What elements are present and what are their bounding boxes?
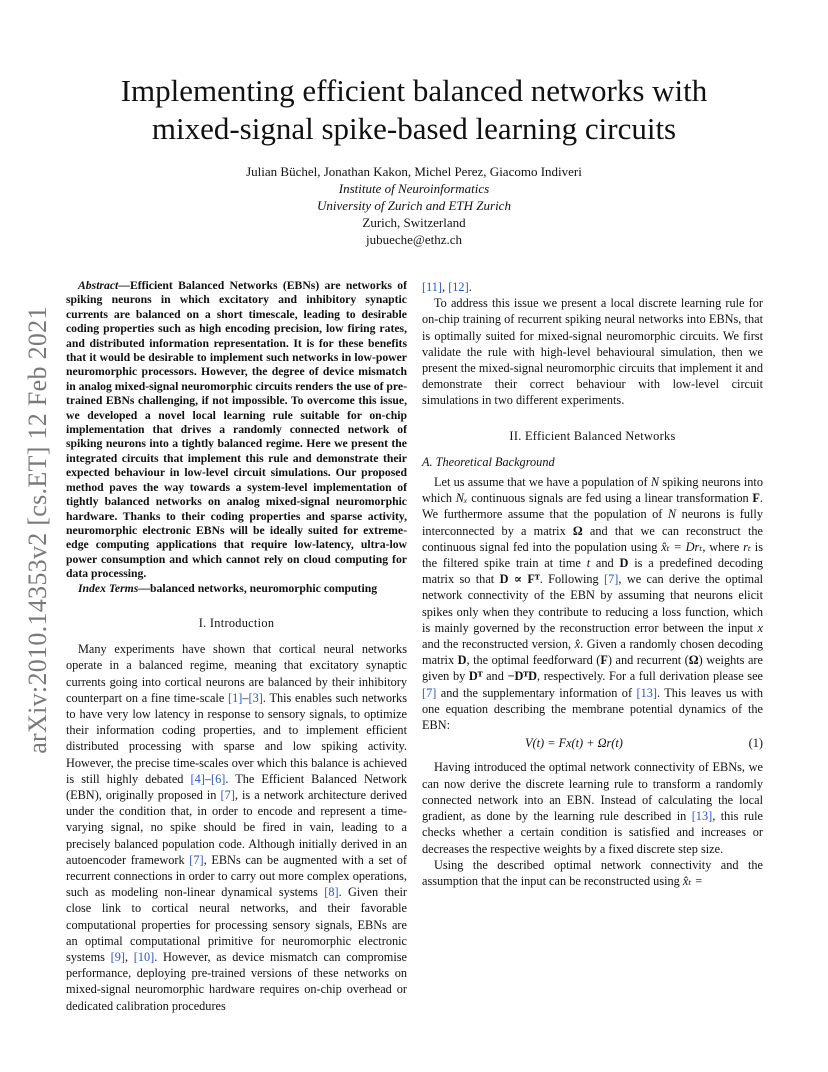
affiliation-location: Zurich, Switzerland: [362, 215, 466, 230]
paper-title: [60, 72, 768, 148]
citation-link[interactable]: [7]: [189, 852, 204, 867]
citation-link[interactable]: [10]: [133, 950, 155, 964]
citation-link[interactable]: [11]: [422, 280, 443, 294]
affiliation-institute: Institute of Neuroinformatics: [338, 181, 490, 196]
right-column: [422, 279, 763, 889]
citation-link[interactable]: [7]: [604, 572, 619, 587]
background-paragraph-1: Let us assume that we have a population of N spiking neurons into which Nₓ continuous signals are fed using a linear transformation F. We furthermore assume that the population of N neurons is fully interconnected by a matrix Ω and that we can reconstruct the continuous signal fed into the population using x̂ₜ = Drₜ, where rₜ is the filtered spike train at time t and D is a predefined decoding matrix so that D ∝ Fᵀ. Following [7], we can derive the optimal network connectivity of the EBN by assuming that neurons elicit spikes only when they contribute to reducing a loss function, which is mainly governed by the reconstruction error between the input x and the reconstructed version, x̂. Given a randomly chosen decoding matrix D, the optimal feedforward (F) and recurrent (Ω) weights are given by Dᵀ and −DᵀD, respectively. For a full derivation please see [7] and the supplementary information of [13]. This leaves us with one equation describing the membrane potential dynamics of the EBN:: [422, 475, 764, 733]
citation-link[interactable]: [6]: [210, 771, 226, 786]
citation-link[interactable]: [1]: [228, 690, 243, 705]
title-line-1: Implementing efficient balanced networks with: [120, 73, 708, 108]
citation-link[interactable]: [7]: [220, 787, 235, 802]
intro-paragraph-1: Many experiments have shown that cortical neural networks operate in a balanced regime, meaning that excitatory synaptic currents going into cortical neurons are balanced by their inhibitory counterpart on a fine time-scale [1]–[3]. This enables such networks to have very low latency in response to sensory signals, to optimize their information coding properties, and to implement efficient distributed processing with sparse and low spiking activity. However, the precise time-scales over which this balance is achieved is still highly debated [4]–[6]. The Efficient Balanced Network (EBN), originally proposed in [7], is a network architecture derived under the condition that, in order to encode and represent a time-varying signal, no spike should be fired in vain, leading to a precisely balanced population code. Although initially derived in an autoencoder framework [7], EBNs can be augmented with a set of recurrent connections in order to carry out more complex operations, such as modeling non-linear dynamical systems [8]. Given their close link to cortical neural networks, and their favorable computational properties for processing sensory signals, EBNs are an optimal computational primitive for neuromorphic electronic systems [9], [10]. However, as device mismatch can compromise performance, deploying pre-trained versions of these networks on mixed-signal neuromorphic hardware requires on-chip overhead or dedicated calibration procedures: [66, 642, 408, 1013]
citation-link[interactable]: [12]: [448, 280, 469, 294]
citation-link[interactable]: [7]: [422, 685, 437, 700]
section-heading-efficient-balanced-networks: II. Efficient Balanced Networks: [509, 428, 676, 443]
subsection-heading-theoretical-background: A. Theoretical Background: [422, 454, 555, 469]
background-paragraph-3: Using the described optimal network connectivity and the assumption that the input can be reconstructed using x̂ₜ =: [422, 857, 763, 888]
author-names: Julian Büchel, Jonathan Kakon, Michel Perez, Giacomo Indiveri: [246, 164, 582, 179]
index-terms: [66, 582, 407, 596]
citation-link[interactable]: [13]: [691, 809, 713, 824]
arxiv-identifier: arXiv:2010.14353v2 [cs.ET] 12 Feb 2021: [23, 306, 52, 754]
citation-link[interactable]: [3]: [248, 690, 263, 705]
author-block: [100, 163, 728, 248]
abstract-label: Abstract: [78, 279, 119, 292]
citation-link[interactable]: [4]: [190, 771, 205, 786]
background-paragraph-2: Having introduced the optimal network connectivity of EBNs, we can now derive the discrete learning rule to transform a randomly connected network into an EBN. Instead of calculating the local gradient, as done by the learning rule described in [13], this rule checks whether a certain condition is satisfied and increases or decreases the respective weights by a fixed discrete step size.: [422, 760, 764, 856]
title-line-2: mixed-signal spike-based learning circuits: [151, 111, 677, 146]
equation-1: [422, 735, 763, 751]
intro-paragraph-2: To address this issue we present a local discrete learning rule for on-chip training of recurrent spiking neural networks into EBNs, that is optimally suited for mixed-signal neuromorphic circuits. We first validate the rule with high-level behavioural simulation, then we present the mixed-signal neuromorphic circuits that implement it and demonstrate their correct behaviour with low-level circuit simulations in two different experiments.: [422, 296, 763, 408]
citation-link[interactable]: [9]: [110, 950, 125, 964]
abstract: [66, 279, 407, 582]
intro-paragraph-1-continued: [11], [12].: [422, 280, 472, 294]
arxiv-stamp: [16, 290, 60, 770]
equation-number: (1): [748, 736, 763, 751]
index-terms-text: —balanced networks, neuromorphic computing: [138, 581, 378, 595]
citation-link[interactable]: [8]: [324, 885, 339, 900]
citation-link[interactable]: [13]: [636, 685, 657, 700]
index-terms-label: Index Terms: [78, 581, 139, 595]
affiliation-university: University of Zurich and ETH Zurich: [317, 198, 511, 213]
section-heading-introduction: I. Introduction: [198, 615, 275, 630]
abstract-text: —Efficient Balanced Networks (EBNs) are networks of spiking neurons in which excitatory and inhibitory synaptic currents are balanced on a short timescale, leading to desirable coding properties such as high encoding precision, low firing rates, and distributed information representation. It is for these benefits that it would be desirable to implement such networks in low-power neuromorphic processors. However, the degree of device mismatch in analog mixed-signal neuromorphic circuits renders the use of pre-trained EBNs challenging, if not impossible. To overcome this issue, we developed a novel local learning rule suitable for on-chip implementation that drives a randomly connected network of spiking neurons into a tightly balanced regime. Here we present the integrated circuits that implement this rule and demonstrate their expected behaviour in low-level circuit simulations. Our proposed method paves the way towards a system-level implementation of tightly balanced networks on analog mixed-signal neuromorphic hardware. Thanks to their coding properties and sparse activity, neuromorphic electronic EBNs will be ideally suited for extreme-edge computing applications that require low-latency, ultra-low power consumption and which cannot rely on cloud computing for data processing.: [66, 279, 407, 581]
left-column: [66, 279, 407, 1014]
equation-formula: V(t) = Fx(t) + Ωr(t): [525, 736, 623, 751]
author-email: jubueche@ethz.ch: [365, 232, 463, 247]
